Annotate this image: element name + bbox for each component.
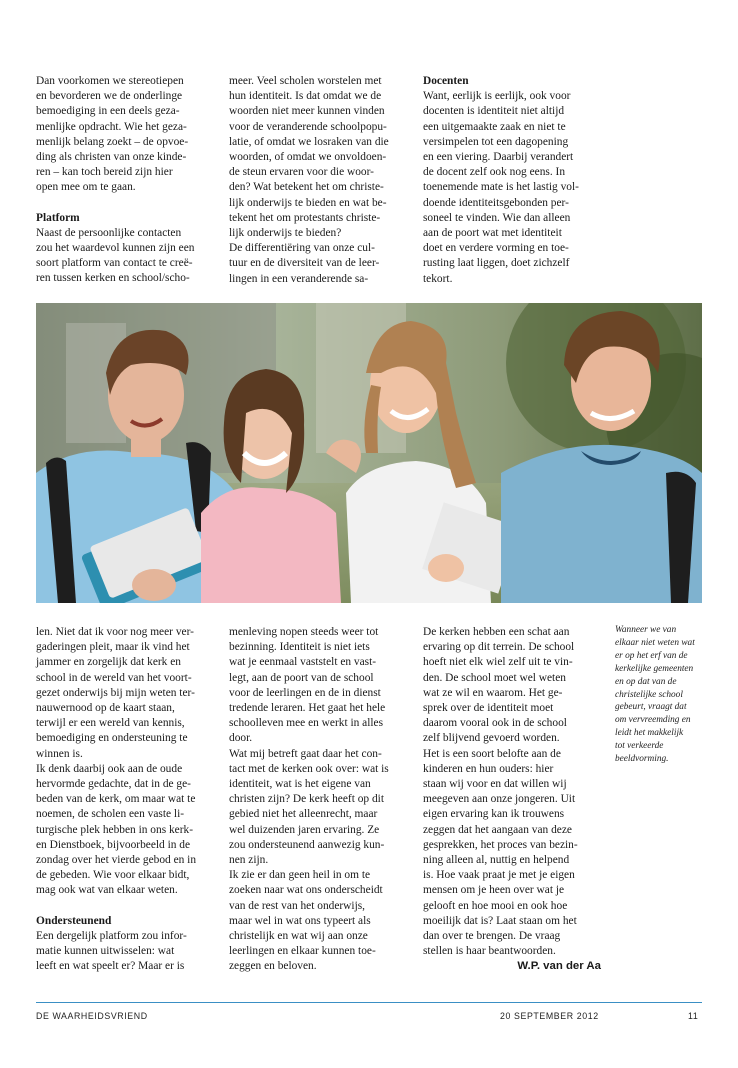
footer-rule bbox=[36, 1002, 702, 1003]
footer-page-number: 11 bbox=[688, 1011, 699, 1021]
sidebar-quote: Wanneer we van elkaar niet weten wat er op het erf van de kerkelijke gemeenten en op dat van de christelijke school gebeurt, vraagt dat om vervreemding en leidt het makkelijk tot verkeerde beeldvorming. bbox=[615, 625, 695, 765]
students-illustration bbox=[36, 303, 702, 603]
paragraph: Het is een soort belofte aan de kinderen en hun ouders: hier staan wij voor en dat willen wij meegeven aan onze jongeren. Uit eigen ervaring kan ik trouwens zeggen dat het aangaan van deze gesprekken, het proces van bezin- ning alleen al, nuttig en helpend is. Hoe vaak praat je met je eigen mensen om je heen over wat je gelooft en hoe mooi en ook hoe moeilijk dat is? Laat staan om het dan over te brengen. De vraag stellen is haar beantwoorden. bbox=[423, 747, 578, 958]
top-column-3 bbox=[423, 74, 603, 287]
paragraph: De differentiëring van onze cul- tuur en de diversiteit van de leer- lingen in een veranderende sa- bbox=[229, 242, 380, 285]
paragraph: Wat mij betreft gaat daar het con- tact met de kerken ook over: wat is identiteit, wat is het eigene van christen zijn? De kerk heeft op dit gebied niet het alleenrecht, maar wel duizenden jaren ervaring. Ze zou ondersteunend aanwezig kun- nen zijn. bbox=[229, 747, 389, 867]
section-heading-platform: Platform bbox=[36, 211, 80, 224]
paragraph: Ik zie er dan geen heil in om te zoeken naar wat ons onderscheidt van de rest van het onderwijs, maar wel in wat ons typeert als christelijk en wat wij aan onze leerlingen en elkaar kunnen toe- zeggen en beloven. bbox=[229, 869, 383, 973]
paragraph: Naast de persoonlijke contacten zou het waardevol kunnen zijn een soort platform van contact te creë- ren tussen kerken en school/scho- bbox=[36, 226, 195, 285]
paragraph: Want, eerlijk is eerlijk, ook voor docenten is identiteit niet altijd een uitgemaakte zaak en niet te versimpelen tot een dagopening en een viering. Daarbij verandert de docent zelf ook nog eens. In toenemende mate is het lastig vol- doende identiteitsgebonden per- soneel te vinden. Wie dan alleen aan de poort wat met identiteit doet en verdere vorming en toe- rusting laat liggen, doet zichzelf tekort. bbox=[423, 90, 579, 285]
author-signature: W.P. van der Aa bbox=[517, 960, 601, 973]
bottom-column-1 bbox=[36, 625, 216, 974]
paragraph: menleving nopen steeds weer tot bezinning. Identiteit is niet iets wat je eenmaal vaststelt en vast- legt, aan de poort van de school voor de leerlingen en de in dienst tredende leraren. Het gaat het hele schoolleven mee en werkt in alles door. bbox=[229, 626, 386, 745]
students-photo bbox=[36, 303, 702, 603]
footer-publication: DE WAARHEIDSVRIEND bbox=[36, 1011, 148, 1021]
paragraph: De kerken hebben een schat aan ervaring op dit terrein. De school hoeft niet elk wiel zelf uit te vin- den. De school moet wel weten wat ze wil en waarom. Het ge- sprek over de identiteit moet daarom vooral ook in de school zelf blijvend gevoerd worden. bbox=[423, 626, 575, 745]
bottom-column-2 bbox=[229, 625, 409, 975]
section-heading-ondersteunend: Ondersteunend bbox=[36, 914, 112, 927]
top-column-2 bbox=[229, 74, 409, 287]
paragraph: len. Niet dat ik voor nog meer ver- gaderingen pleit, maar ik vind het jammer en zorgelijk dat kerk en school in de wereld van het voort- gezet onderwijs bij mijn weten ter- nauwernood op de kaart staan, terwijl er een wereld van kennis, bemoediging en ondersteuning te winnen is. bbox=[36, 626, 195, 760]
footer-date: 20 SEPTEMBER 2012 bbox=[500, 1011, 599, 1021]
paragraph: meer. Veel scholen worstelen met hun identiteit. Is dat omdat we de woorden niet meer kunnen vinden voor de veranderende schoolpopu- latie, of omdat we losraken van die woorden, of omdat we onvoldoen- de steun ervaren voor die woor- den? Wat betekent het om christe- lijk onderwijs te bieden en wat be- tekent het om protestants christe- lijk onderwijs te bieden? bbox=[229, 75, 389, 240]
paragraph: Dan voorkomen we stereotiepen en bevorderen we de onderlinge bemoediging in een deels geza- menlijke opdracht. Wie het geza- menlijk belang zoekt – de opvoe- ding als christen van onze kinde- ren – kan toch bereid zijn hier open mee om te gaan. bbox=[36, 75, 189, 194]
section-heading-docenten: Docenten bbox=[423, 75, 469, 87]
bottom-column-3 bbox=[423, 625, 601, 975]
top-column-1 bbox=[36, 74, 216, 287]
paragraph: Een dergelijk platform zou infor- matie kunnen uitwisselen: wat leeft en wat speelt er? Maar er is bbox=[36, 929, 187, 973]
paragraph: Ik denk daarbij ook aan de oude hervormde gedachte, dat in de ge- beden van de kerk, om maar wat te noemen, de scholen een vaste li- turgische plek hebben in ons kerk- en Dienstboek, bijvoorbeeld in de zondag over het vierde gebod en in de gebeden. Wie voor elkaar bidt, mag ook wat van elkaar weten. bbox=[36, 762, 197, 897]
